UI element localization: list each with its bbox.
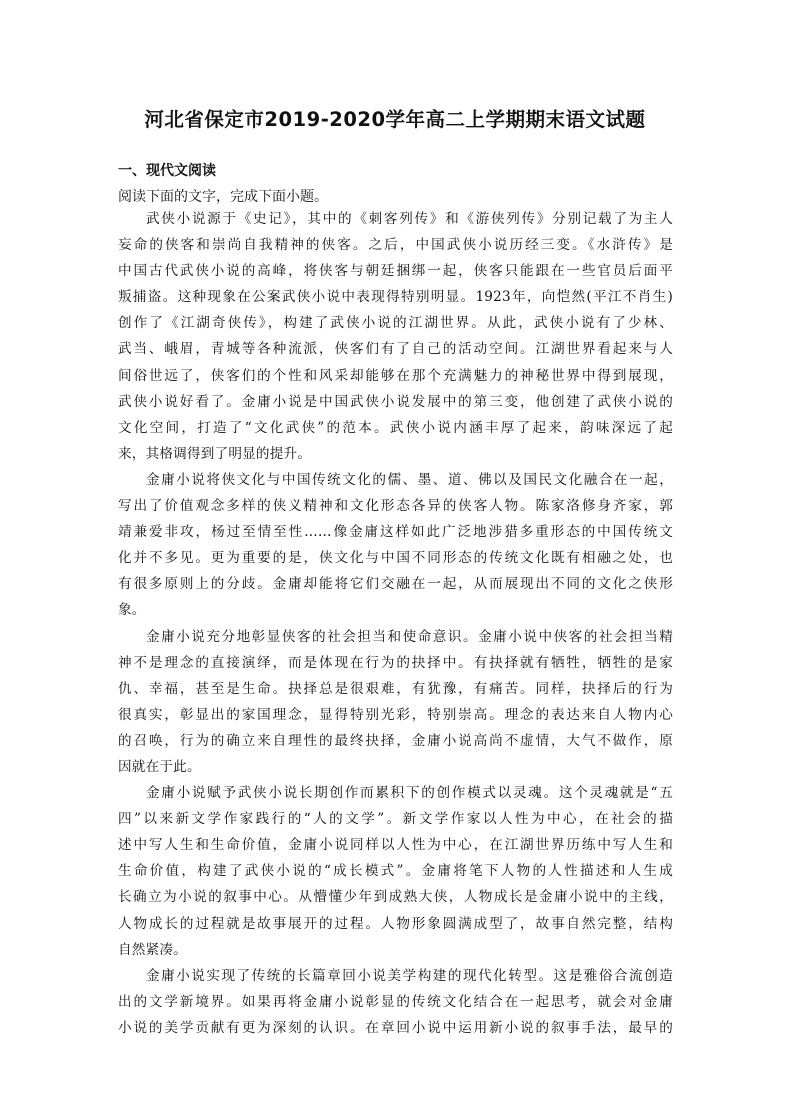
document-title: 河北省保定市2019-2020学年高二上学期期末语文试题	[144, 108, 646, 131]
text-line: 长确立为小说的叙事中心。从懵懂少年到成熟大侠，人物成长是金庸小说中的主线，	[118, 889, 673, 906]
text-line: 妄命的侠客和崇尚自我精神的侠客。之后，中国武侠小说历经三变。《水浒传》是	[118, 237, 673, 254]
text-line: 金庸小说将侠文化与中国传统文化的儒、墨、道、佛以及国民文化融合在一起，	[146, 471, 673, 488]
text-line: 四”以来新文学作家践行的“人的文学”。新文学作家以人性为中心，在社会的描	[118, 811, 673, 828]
text-line: 靖兼爱非攻，杨过至情至性……像金庸这样如此广泛地涉猎多重形态的中国传统文	[118, 524, 673, 541]
text-line: 金庸小说充分地彰显侠客的社会担当和使命意识。金庸小说中侠客的社会担当精	[146, 628, 673, 645]
text-line: 叛捕盗。这种现象在公案武侠小说中表现得特别明显。1923年，向恺然(平江不肖生)	[118, 289, 673, 306]
text-line: 化并不多见。更为重要的是，侠文化与中国不同形态的传统文化既有相融之处，也	[118, 550, 673, 567]
paragraph	[118, 963, 673, 1041]
text-line: 很真实，彰显出的家国理念，显得特别光彩，特别崇高。理念的表达来自人物内心	[118, 706, 673, 723]
text-line: 文化空间，打造了“文化武侠”的范本。武侠小说内涵丰厚了起来，韵味深远了起	[118, 419, 673, 436]
text-line: 神不是理念的直接演绎，而是体现在行为的抉择中。有抉择就有牺牲，牺牲的是家	[118, 654, 673, 671]
text-line: 自然紧凑。	[118, 941, 187, 958]
text-line: 写出了价值观念多样的侠义精神和文化形态各异的侠客人物。陈家洛修身齐家，郭	[118, 498, 673, 515]
text-line: 间俗世远了，侠客们的个性和风采却能够在那个充满魅力的神秘世界中得到展现，	[118, 367, 673, 384]
text-line: 小说的美学贡献有更为深刻的认识。在章回小说中运用新小说的叙事手法，最早的	[118, 1019, 673, 1036]
text-line: 人物成长的过程就是故事展开的过程。人物形象圆满成型了，故事自然完整，结构	[118, 915, 673, 932]
text-line: 象。	[118, 602, 146, 619]
text-line: 述中写人生和生命价值，金庸小说同样以人性为中心，在江湖世界历练中写人生和	[118, 837, 673, 854]
text-line: 仇、幸福，甚至是生命。抉择总是很艰难，有犹豫，有痛苦。同样，抉择后的行为	[118, 680, 673, 697]
text-line: 出的文学新境界。如果再将金庸小说彰显的传统文化结合在一起思考，就会对金庸	[118, 993, 673, 1010]
text-line: 生命价值，构建了武侠小说的“成长模式”。金庸将笔下人物的人性描述和人生成	[118, 863, 673, 880]
text-line: 创作了《江湖奇侠传》，构建了武侠小说的江湖世界。从此，武侠小说有了少林、	[118, 315, 673, 332]
text-line: 的召唤，行为的确立来自理性的最终抉择，金庸小说高尚不虚情，大气不做作，原	[118, 732, 673, 749]
text-line: 有很多原则上的分歧。金庸却能将它们交融在一起，从而展现出不同的文化之侠形	[118, 576, 673, 593]
reading-instruction: 阅读下面的文字，完成下面小题。	[118, 189, 328, 205]
text-line: 武侠小说源于《史记》，其中的《刺客列传》和《游侠列传》分别记载了为主人	[146, 211, 673, 227]
reading-passage	[118, 206, 673, 1041]
text-line: 金庸小说实现了传统的长篇章回小说美学构建的现代化转型。这是雅俗合流创造	[146, 967, 673, 984]
text-line: 武侠小说好看了。金庸小说是中国武侠小说发展中的第三变，他创建了武侠小说的	[118, 393, 673, 410]
text-line: 金庸小说赋予武侠小说长期创作而累积下的创作模式以灵魂。这个灵魂就是“五	[146, 785, 673, 802]
paragraph	[118, 780, 673, 963]
paragraph	[118, 467, 673, 624]
text-line: 来，其格调得到了明显的提升。	[118, 445, 312, 462]
paragraph	[118, 624, 673, 781]
text-line: 因就在于此。	[118, 758, 201, 775]
paragraph	[118, 206, 673, 467]
section-heading: 一、现代文阅读	[118, 163, 216, 179]
text-line: 武当、峨眉，青城等各种流派，侠客们有了自己的活动空间。江湖世界看起来与人	[118, 341, 673, 358]
text-line: 中国古代武侠小说的高峰，将侠客与朝廷捆绑一起，侠客只能跟在一些官员后面平	[118, 263, 673, 280]
